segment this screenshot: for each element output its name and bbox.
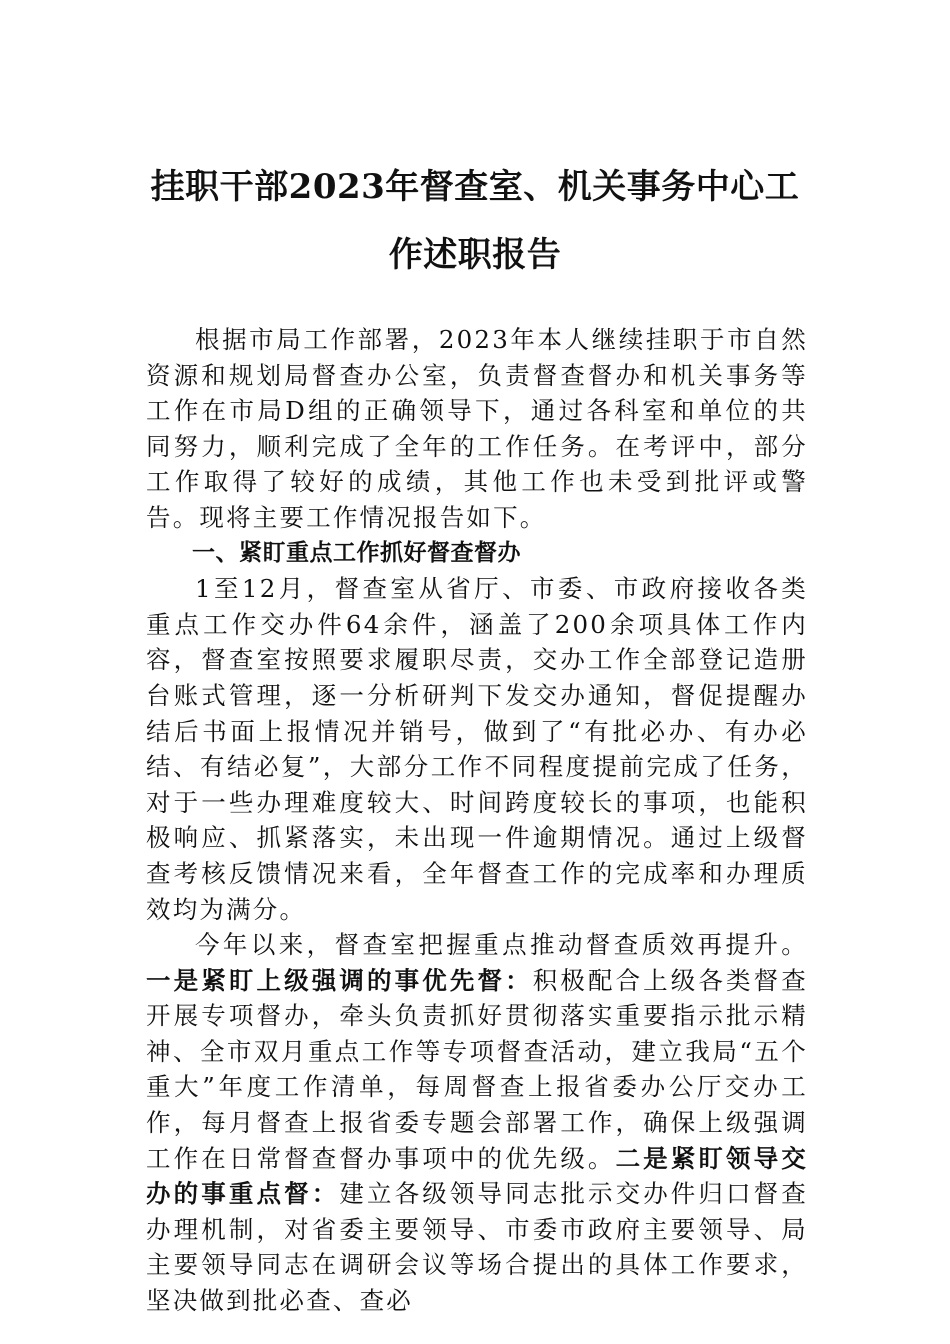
document-title-line-1: 挂职干部2023年督查室、机关事务中心工: [150, 167, 800, 207]
bold-lead-first-point: 一是紧盯上级强调的事优先督：: [146, 965, 533, 995]
paragraph-intro: 根据市局工作部署，2023年本人继续挂职于市自然资源和规划局督查办公室，负责督查督办和机关事务等工作在市局D组的正确领导下，通过各科室和单位的共同努力，顺利完成了全年的工作任务。在考评中，部分工作取得了较好的成绩，其他工作也未受到批评或警告。现将主要工作情况报告如下。: [146, 325, 808, 532]
paragraph-supervision-summary: 1至12月，督查室从省厅、市委、市政府接收各类重点工作交办件64余件，涵盖了200余项具体工作内容，督查室按照要求履职尽责，交办工作全部登记造册台账式管理，逐一分析研判下发交办通知，督促提醒办结后书面上报情况并销号，做到了“有批必办、有办必结、有结必复”，大部分工作不同程度提前完成了任务，对于一些办理难度较大、时间跨度较长的事项，也能积极响应、抓紧落实，未出现一件逾期情况。通过上级督查考核反馈情况来看，全年督查工作的完成率和办理质效均为满分。: [146, 574, 808, 924]
second-point-text: 建立各级领导同志批示交办件归口督查办理机制，对省委主要领导、市委市政府主要领导、局主要领导同志在调研会议等场合提出的具体工作要求，坚决做到批必查、查必: [146, 1179, 808, 1316]
paragraph-intro-sentence: 今年以来，督查室把握重点推动督查质效再提升。: [195, 930, 808, 960]
paragraph-supervision-details: [146, 927, 808, 1319]
section-heading-1: 一、紧盯重点工作抓好督查督办: [192, 539, 521, 566]
first-point-text: 积极配合上级各类督查开展专项督办，牵头负责抓好贯彻落实重要指示批示精神、全市双月重点工作等专项督查活动，建立我局“五个重大”年度工作清单，每周督查上报省委办公厅交办工作，每月督查上报省委专题会部署工作，确保上级强调工作在日常督查督办事项中的优先级。: [146, 965, 808, 1173]
document-title-line-2: 作述职报告: [388, 235, 562, 275]
document-body: [146, 322, 808, 1319]
bold-lead-second-point: 二是紧盯领导交办的事重点督：: [146, 1143, 808, 1209]
